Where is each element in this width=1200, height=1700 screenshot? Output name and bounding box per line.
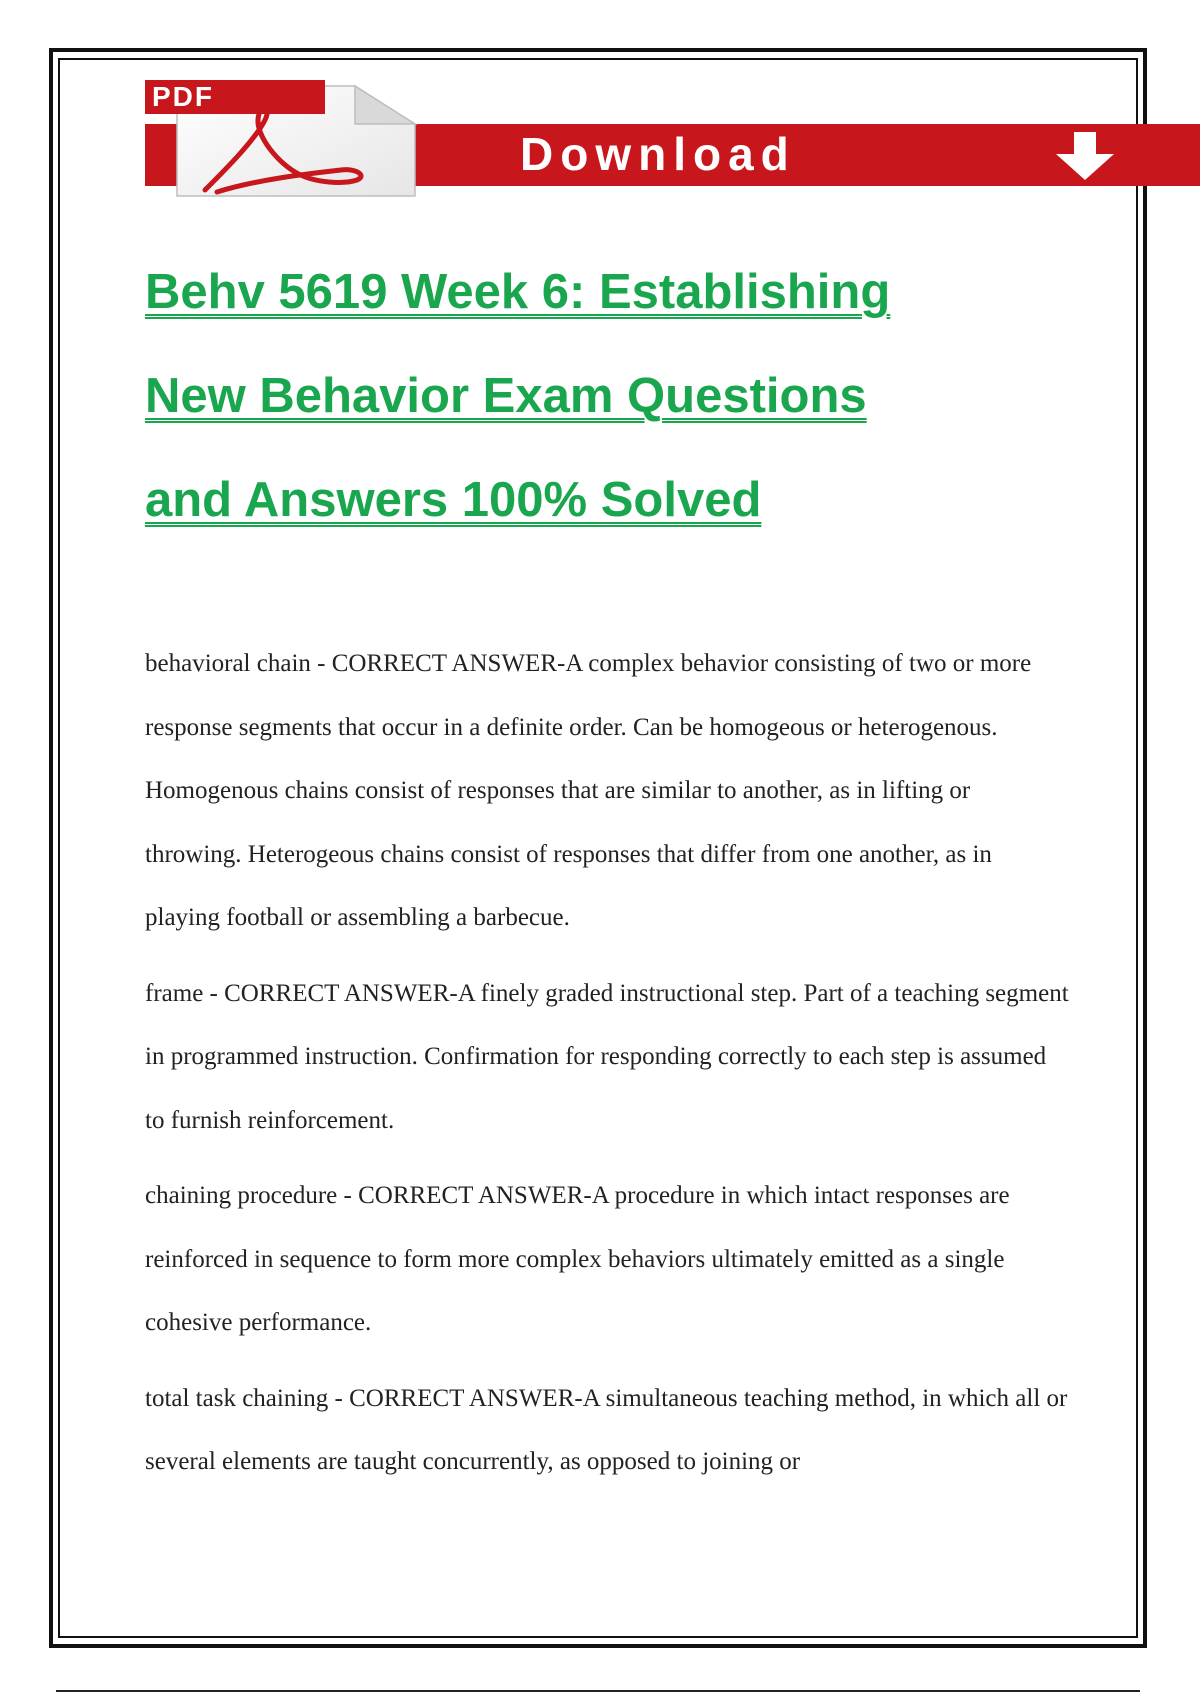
document-title bbox=[145, 240, 1075, 552]
download-label[interactable]: Download bbox=[520, 128, 796, 180]
pdf-label: PDF bbox=[152, 81, 214, 112]
page-bottom-rule bbox=[56, 1690, 1140, 1692]
qa-entry-chaining-procedure: chaining procedure - CORRECT ANSWER-A procedure in which intact responses are reinforced in sequence to form more complex behaviors ultimately emitted as a single cohesive performance. bbox=[145, 1182, 1010, 1336]
qa-entry-behavioral-chain: behavioral chain - CORRECT ANSWER-A complex behavior consisting of two or more response segments that occur in a definite order. Can be homogeous or heterogenous. Homogenous chains consist of responses that are similar to another, as in lifting or throwing. Heterogeous chains consist of responses that differ from one another, as in playing football or assembling a barbecue. bbox=[145, 650, 1032, 931]
title-line-3: and Answers 100% Solved bbox=[145, 473, 762, 527]
title-line-1: Behv 5619 Week 6: Establishing bbox=[145, 265, 891, 319]
qa-entry-frame: frame - CORRECT ANSWER-A finely graded instructional step. Part of a teaching segment in programmed instruction. Confirmation for responding correctly to each step is assumed to furnish reinforcement. bbox=[145, 979, 1069, 1134]
qa-entry-total-task-chaining: total task chaining - CORRECT ANSWER-A simultaneous teaching method, in which all or several elements are taught concurrently, as opposed to joining or bbox=[145, 1384, 1068, 1475]
document-body bbox=[145, 632, 1070, 1506]
title-line-2: New Behavior Exam Questions bbox=[145, 369, 867, 423]
download-arrow-icon[interactable] bbox=[1050, 130, 1120, 182]
